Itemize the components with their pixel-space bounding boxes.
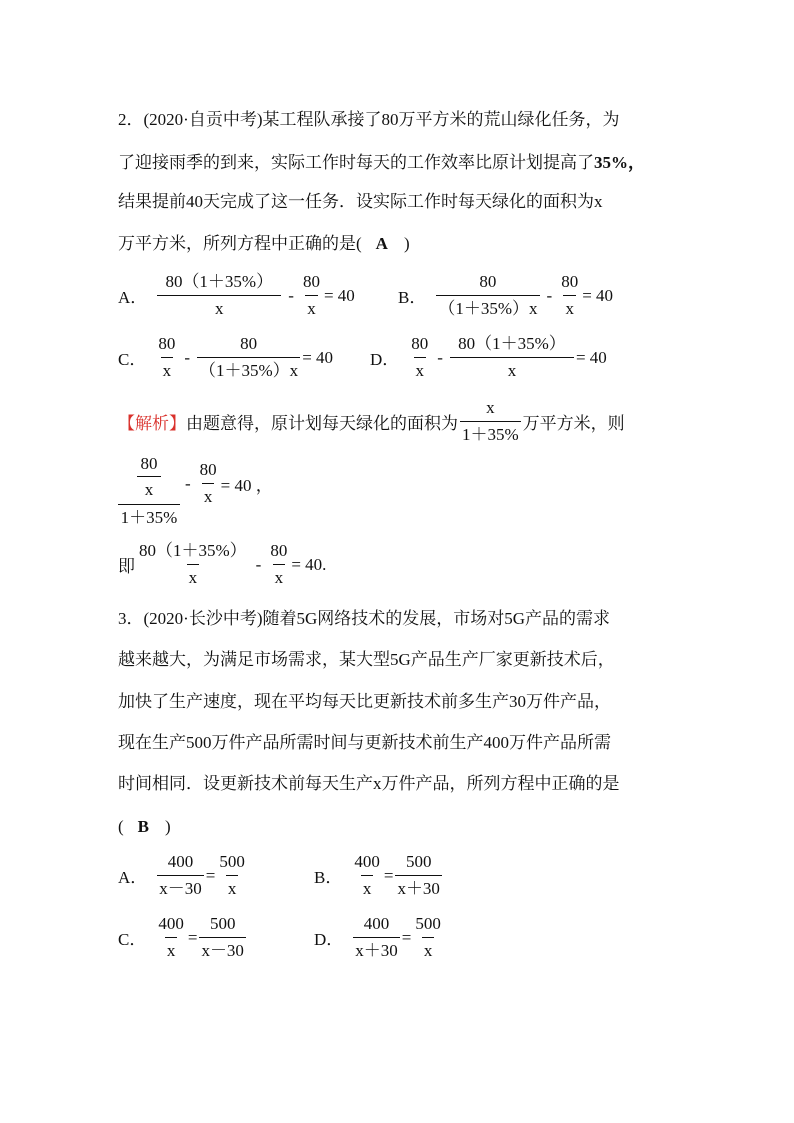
q2-line-4: [118, 232, 410, 256]
q3-option-a-label: A．: [118, 868, 148, 887]
q3-answer: B: [137, 817, 150, 836]
q3-option-b-frac2: [395, 852, 442, 899]
q3-option-a-frac1-num: 400: [167, 852, 194, 871]
q3-answer-open: (: [118, 817, 124, 836]
q3-line-1: 3．(2020·长沙中考)随着5G网络技术的发展，市场对5G产品的需求: [118, 609, 611, 628]
q2-option-b-frac1-num: 80: [479, 272, 497, 291]
q2-option-b-frac2: [559, 272, 580, 319]
solution-eq2-rhs: = 40.: [291, 554, 327, 574]
q3-option-a-frac1: [157, 852, 204, 899]
q3-line-5: 时间相同．设更新技术前每天生产x万件产品，所列方程中正确的是: [118, 774, 620, 793]
q2-option-b-label: B．: [398, 288, 427, 307]
q3-option-d-frac1: [353, 914, 400, 961]
solution-eq1-inner-num: x: [137, 476, 162, 500]
solution-eq2-frac1-num: 80（1＋35%）: [139, 541, 247, 560]
q2-option-a-frac2-num: 80: [302, 272, 320, 291]
q2-option-a-frac2-den: x: [305, 295, 318, 319]
q3-option-d: [314, 914, 445, 961]
q3-option-b-frac1-den: x: [361, 875, 374, 899]
q3-option-a-frac2: [217, 852, 247, 899]
q2-option-b: [398, 272, 613, 319]
q3-option-b-frac1-num: 400: [354, 852, 380, 871]
solution-frac: [460, 398, 521, 445]
q2-option-c-rhs: = 40: [302, 347, 334, 367]
q2-option-c-frac1-num: 80: [158, 334, 176, 353]
q3-option-a-frac2-den: x: [226, 875, 239, 899]
q2-line-1: 2．(2020·自贡中考)某工程队承接了80万平方米的荒山绿化任务，为: [118, 110, 620, 129]
q2-option-a-label: A．: [118, 288, 148, 307]
solution-eq2-prefix: 即: [118, 557, 135, 576]
solution-frac-den: 1＋35%: [460, 421, 521, 445]
q2-option-b-frac2-num: 80: [561, 272, 579, 291]
q3-option-b: [314, 852, 444, 899]
q3-answer-line: [118, 815, 171, 839]
q2-option-d-frac1-num: 80: [411, 334, 429, 353]
q2-option-d: [370, 334, 607, 381]
q2-solution-line-1: [118, 398, 625, 445]
solution-eq2-frac2: [268, 541, 289, 588]
q2-option-d-rhs: = 40: [575, 347, 607, 367]
solution-eq1-inner-frac: [137, 454, 162, 500]
q3-option-c-frac2-den: x－30: [199, 937, 246, 961]
q2-option-a-rhs: = 40: [323, 285, 355, 305]
q3-option-a-frac2-num: 500: [219, 852, 245, 871]
solution-eq1-frac2-num: 80: [199, 460, 217, 479]
q2-option-c-frac2-den: （1＋35%）x: [197, 357, 300, 381]
q3-option-d-label: D．: [314, 930, 344, 949]
q2-option-b-frac2-den: x: [563, 295, 576, 319]
solution-eq2-frac2-num: 80: [270, 541, 288, 560]
q2-option-a-frac1: [157, 272, 281, 319]
q3-option-a-eq: =: [205, 865, 216, 885]
q3-option-d-frac2-den: x: [422, 937, 435, 961]
solution-text-1: 由题意得，原计划每天绿化的面积为: [186, 414, 458, 433]
solution-frac-num: x: [486, 398, 495, 417]
solution-eq1-outer-num: 80: [140, 454, 158, 473]
q2-option-c-frac1-den: x: [161, 357, 174, 381]
q2-option-d-frac2: [450, 334, 574, 381]
q3-option-d-frac2-num: 500: [415, 914, 441, 933]
q2-line-2: [118, 151, 645, 175]
solution-eq2-minus: -: [255, 554, 262, 574]
q3-option-d-frac2: [413, 914, 443, 961]
q2-option-a: [118, 272, 355, 319]
q3-answer-close: ): [165, 817, 171, 836]
q3-option-d-eq: =: [401, 927, 412, 947]
q2-option-d-frac2-num: 80（1＋35%）: [458, 334, 566, 353]
q2-option-d-label: D．: [370, 350, 400, 369]
q2-option-c-minus: -: [184, 347, 191, 367]
q3-option-c-label: C．: [118, 930, 147, 949]
q3-option-c: [118, 914, 248, 961]
q2-answer-open: (: [356, 234, 362, 253]
q3-option-c-eq: =: [187, 927, 198, 947]
q2-option-d-frac1: [409, 334, 430, 381]
q2-option-b-frac1-den: （1＋35%）x: [436, 295, 539, 319]
q3-option-c-frac2: [199, 914, 246, 961]
solution-eq2-frac2-den: x: [273, 564, 286, 588]
solution-eq1-frac2-den: x: [202, 483, 215, 507]
q2-option-b-rhs: = 40: [582, 285, 614, 305]
q2-option-c-frac2-num: 80: [240, 334, 258, 353]
q2-option-b-minus: -: [546, 285, 553, 305]
q3-line-2: 越来越大，为满足市场需求，某大型5G产品生产厂家更新技术后，: [118, 650, 615, 669]
solution-eq1-top: [118, 454, 180, 505]
q2-option-d-frac2-den: x: [450, 357, 574, 381]
q2-solution-eq2: [118, 541, 326, 588]
q2-line-4-text: 万平方米，所列方程中正确的是: [118, 234, 356, 253]
q2-pct: 35%，: [594, 153, 645, 172]
q2-option-a-frac1-den: x: [157, 295, 281, 319]
q2-option-d-minus: -: [437, 347, 443, 367]
q3-option-b-eq: =: [383, 865, 394, 885]
q2-option-c: [118, 334, 333, 381]
q3-option-b-label: B．: [314, 868, 343, 887]
solution-eq1-minus: -: [185, 473, 191, 493]
q2-option-c-label: C．: [118, 350, 147, 369]
q3-option-a-frac1-den: x－30: [157, 875, 204, 899]
solution-eq1-inner-den: 1＋35%: [120, 508, 178, 527]
q2-line-2-text: 了迎接雨季的到来，实际工作时每天的工作效率比原计划提高了: [118, 153, 594, 172]
q3-option-c-frac2-num: 500: [209, 914, 236, 933]
q2-line-3: 结果提前40天完成了这一任务．设实际工作时每天绿化的面积为x: [118, 192, 603, 211]
q2-option-a-minus: -: [288, 285, 294, 305]
q3-option-b-frac2-den: x＋30: [395, 875, 442, 899]
q3-option-c-frac1-den: x: [165, 937, 178, 961]
q3-option-a: [118, 852, 249, 899]
q2-answer-close: ): [403, 234, 410, 253]
q3-line-3: 加快了生产速度，现在平均每天比更新技术前多生产30万件产品，: [118, 692, 611, 711]
q2-solution-eq1: [118, 454, 273, 528]
q3-option-b-frac1: [352, 852, 382, 899]
solution-text-2: 万平方米，则: [522, 414, 625, 433]
q2-option-d-frac1-den: x: [414, 357, 427, 381]
solution-eq1-rest: [180, 460, 273, 507]
q2-option-b-frac1: [436, 272, 539, 319]
solution-eq1-rhs: = 40 ，: [220, 476, 273, 495]
q2-option-c-frac1: [156, 334, 177, 381]
q3-line-4: 现在生产500万件产品所需时间与更新技术前生产400万件产品所需: [118, 733, 611, 752]
q3-option-b-frac2-num: 500: [405, 852, 432, 871]
q3-option-c-frac1-num: 400: [158, 914, 184, 933]
solution-eq1-frac2: [198, 460, 219, 507]
q2-answer: A: [375, 234, 388, 253]
solution-tag: 【解析】: [118, 414, 186, 433]
q2-option-c-frac2: [197, 334, 300, 381]
solution-eq2-frac1-den: x: [187, 564, 200, 588]
q3-option-d-frac1-num: 400: [363, 914, 390, 933]
solution-eq1-complex-frac: [118, 454, 180, 528]
q2-option-a-frac2: [301, 272, 322, 319]
q2-option-a-frac1-num: 80（1＋35%）: [165, 272, 274, 291]
q3-option-d-frac1-den: x＋30: [353, 937, 400, 961]
q3-option-c-frac1: [156, 914, 186, 961]
solution-eq2-frac1: [137, 541, 249, 588]
